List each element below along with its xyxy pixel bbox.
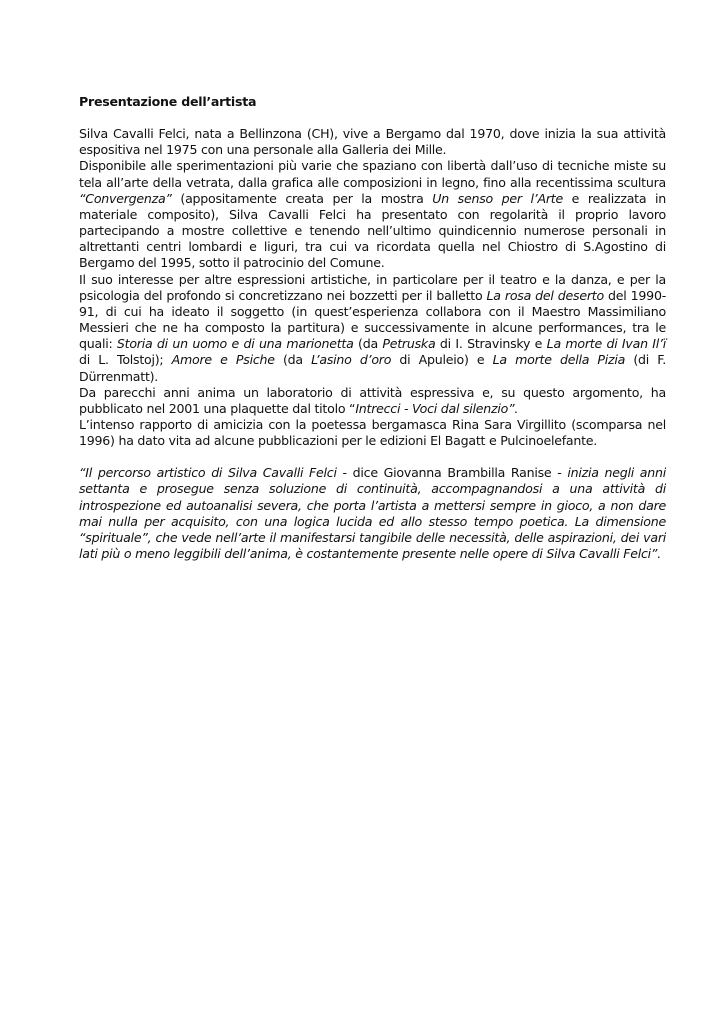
text-run: e realizzata in materiale composito), Silva Cavalli Felci ha presentato con regolarità il proprio lavoro partecipando a mostre collettive e tenendo nell’ultimo quindicennio numerose personali in altrettanti centri lombardi e liguri, tra cui va ricordata quella nel Chiostro di S.Agostino di Bergamo del 1995, sotto il patrocinio del Comune.	[79, 190, 666, 271]
work-title: La morte della Pizia	[492, 352, 626, 368]
text-run: Disponibile alle sperimentazioni più varie che spaziano con libertà dall’uso di tecniche miste su tela all’arte della vetrata, dalla grafica alle composizioni in legno, fino alla recentissima scultura	[79, 158, 666, 190]
paragraph-laboratory	[79, 385, 666, 417]
page-title: Presentazione dell’artista	[79, 94, 257, 109]
exhibition-title: Un senso per l’Arte	[432, 190, 563, 206]
critic-quote	[79, 465, 666, 562]
paragraph-spacer	[79, 449, 666, 465]
text-run: Da parecchi anni anima un laboratorio di attività espressiva e, su questo argomento, ha pubblicato nel 2001 una plaquette dal titolo “	[79, 384, 666, 416]
quote-text: “Il percorso artistico di Silva Cavalli Felci	[79, 465, 337, 481]
work-title: Amore e Psiche	[171, 352, 275, 368]
text-run: (da	[274, 352, 312, 368]
text-run: L’intenso rapporto di amicizia con la poetessa bergamasca Rina Sara Virgillito (scomparsa nel 1996) ha dato vita ad alcune pubblicazioni per le edizioni El Bagatt e Pulcinoelefante.	[79, 416, 666, 449]
paragraph-friendship	[79, 417, 666, 449]
text-run: Il suo interesse per altre espressioni artistiche, in particolare per il teatro e la danza, e per la psicologia del profondo si concretizzano nei bozzetti per il balletto	[79, 271, 666, 303]
work-title: Storia di un uomo e di una marionetta	[116, 336, 354, 352]
text-run: (di F. Dürrenmatt).	[79, 352, 666, 384]
text-run: di I. Stravinsky e	[435, 336, 547, 352]
text-run: Silva Cavalli Felci, nata a Bellinzona (CH), vive a Bergamo dal 1970, dove inizia la sua attività espositiva nel 1975 con una personale alla Galleria dei Mille.	[79, 126, 666, 158]
text-run: di L. Tolstoj);	[79, 352, 172, 368]
work-title: La morte di Ivan Il’ï	[546, 336, 666, 352]
publication-title: Intrecci - Voci dal silenzio”.	[355, 400, 519, 416]
text-run: (appositamente creata per la mostra	[171, 190, 433, 206]
work-title: La rosa del deserto	[486, 287, 604, 303]
paragraph-biography-intro	[79, 126, 666, 158]
work-title: Petruska	[382, 336, 436, 352]
quote-text: inizia negli anni settanta e prosegue senza soluzione di continuità, accompagnandosi a una attività di introspezione ed autoanalisi severa, che porta l’artista a mettersi sempre in gioco, a non dare mai nulla per acquisito, con una logica lucida ed allo stesso tempo poetica. La dimensione “spirituale”, che vede nell’arte il manifestarsi tangibile delle necessità, delle aspirazioni, dei vari lati più o meno leggibili dell’anima, è costantemente presente nelle opere di Silva Cavalli Felci”.	[79, 465, 666, 562]
document-body	[79, 94, 666, 562]
work-title: “Convergenza”	[79, 190, 172, 206]
text-run: di Apuleio) e	[391, 352, 493, 368]
text-run: del 1990-91, di cui ha ideato il soggetto (in quest’esperienza collabora con il Maestro Massimiliano Messieri che ne ha composto la partitura) e successivamente in alcune performances, tra le quali:	[79, 287, 667, 352]
paragraph-theatre-dance	[79, 272, 666, 385]
paragraph-experimentation	[79, 158, 666, 271]
quote-attribution: - dice Giovanna Brambilla Ranise -	[336, 465, 568, 481]
work-title: L’asino d’oro	[311, 352, 392, 368]
text-run: (da	[353, 336, 383, 352]
